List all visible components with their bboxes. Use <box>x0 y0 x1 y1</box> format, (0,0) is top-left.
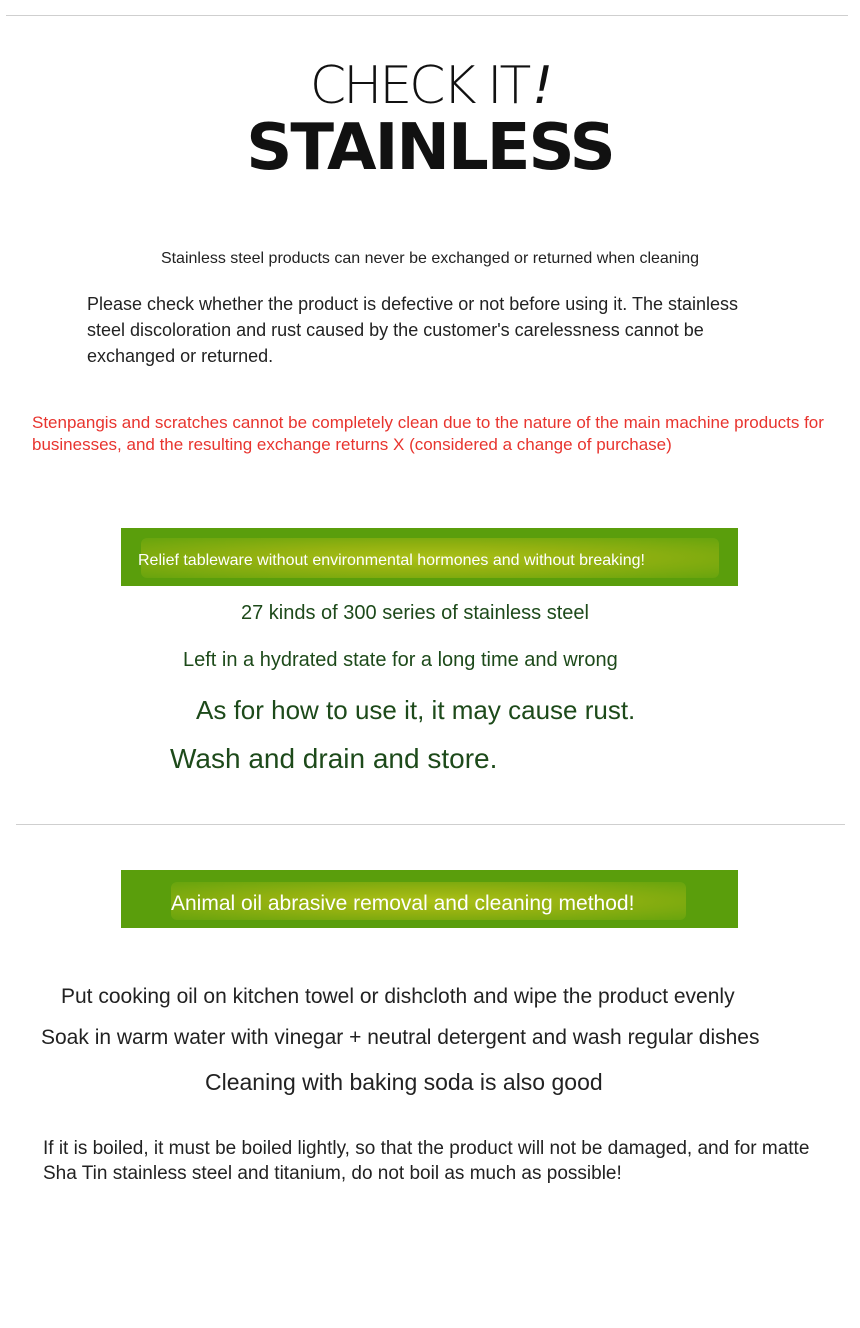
relief-tableware-banner <box>121 528 738 586</box>
scratch-warning-paragraph: Stenpangis and scratches cannot be completely clean due to the nature of the main machine products for businesses, and the resulting exchange returns X (considered a change of purchase) <box>32 413 824 454</box>
cooking-oil-step: Put cooking oil on kitchen towel or dishcloth and wipe the product evenly <box>61 985 735 1008</box>
check-it-exclamation: ! <box>532 56 551 116</box>
hydrated-state-line: Left in a hydrated state for a long time and wrong <box>183 649 618 671</box>
steel-series-line: 27 kinds of 300 series of stainless steel <box>241 602 589 624</box>
vinegar-soak-step: Soak in warm water with vinegar + neutral detergent and wash regular dishes <box>41 1026 760 1049</box>
wash-store-line: Wash and drain and store. <box>170 743 498 774</box>
defect-check-paragraph: Please check whether the product is defective or not before using it. The stainless steel discoloration and rust caused by the customer's carelessness cannot be exchanged or returned. <box>87 294 739 366</box>
section-divider <box>16 824 845 825</box>
baking-soda-step: Cleaning with baking soda is also good <box>205 1069 603 1095</box>
cleaning-method-banner <box>121 870 738 928</box>
boiling-caution-paragraph: If it is boiled, it must be boiled lightly, so that the product will not be damaged, and for matte Sha Tin stainless steel and titanium, do not boil as much as possible! <box>43 1138 810 1184</box>
page-title: STAINLESS <box>246 111 614 185</box>
top-divider <box>6 15 848 16</box>
relief-tableware-banner-text: Relief tableware without environmental hormones and without breaking! <box>138 552 645 569</box>
rust-warning-line: As for how to use it, it may cause rust. <box>196 695 636 725</box>
return-policy-heading: Stainless steel products can never be exchanged or returned when cleaning <box>160 250 700 267</box>
check-it-text: CHECK IT <box>309 56 529 116</box>
check-it-heading <box>0 56 860 116</box>
cleaning-method-banner-text: Animal oil abrasive removal and cleaning method! <box>171 892 635 915</box>
